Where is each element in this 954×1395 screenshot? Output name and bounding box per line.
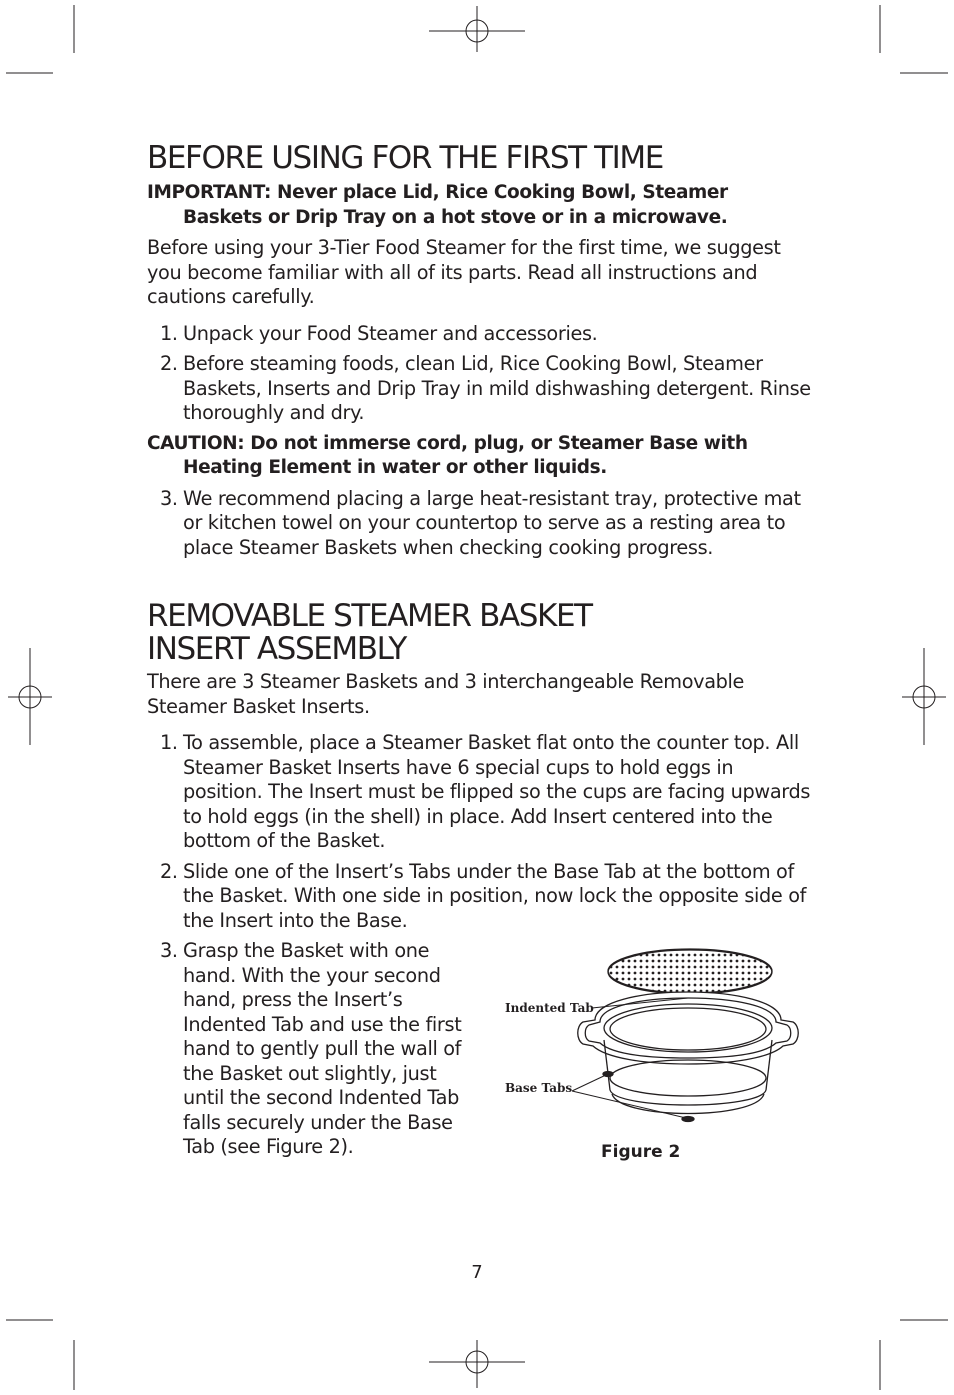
first-time-steps [147,322,812,426]
section-title-first-time: BEFORE USING FOR THE FIRST TIME [147,140,663,176]
title-line: INSERT ASSEMBLY [147,631,406,667]
step-number: 1. [160,321,178,345]
base-tabs-leader [572,1074,608,1091]
indented-tab-label: Indented Tab [505,1001,594,1015]
basket-bottom [610,1090,766,1105]
list-item [147,487,812,561]
intro-paragraph: Before using your 3-Tier Food Steamer for the first time, we suggest you become familiar with all of its parts. Read all instructions and cautions carefully. [147,236,781,308]
step-number: 1. [160,731,178,754]
first-time-steps-continued [147,487,812,561]
important-note: IMPORTANT: Never place Lid, Rice Cooking Bowl, Steamer Baskets or Drip Tray on a hot stove or in a microwave. [147,182,728,228]
list-item [147,860,812,934]
insert-disc [608,950,772,994]
title-line: REMOVABLE STEAMER BASKET [147,598,592,634]
step-number: 3. [160,939,178,962]
caution-note: CAUTION: Do not immerse cord, plug, or Steamer Base with Heating Element in water or other liquids. [147,432,748,478]
insert-intro-paragraph: There are 3 Steamer Baskets and 3 interchangeable Removable Steamer Basket Inserts. [147,670,745,718]
list-item [147,939,483,1160]
step-number: 2. [160,859,178,883]
basket-rim [578,992,799,1064]
step-text: Before steaming foods, clean Lid, Rice Cooking Bowl, Steamer Baskets, Inserts and Drip Tray in mild dishwashing detergent. Rinse thoroughly and dry. [183,352,811,424]
list-item [147,731,812,854]
step-text: Unpack your Food Steamer and accessories. [183,321,598,345]
page-number: 7 [471,1262,483,1283]
list-item [147,322,812,347]
base-tabs-label: Base Tabs [505,1081,573,1095]
list-item [147,352,812,426]
step-number: 3. [160,486,178,510]
step-text: Grasp the Basket with one hand. With the your second hand, press the Insert’s Indented Tab and use the first hand to gently pull the wall of the Basket out slightly, just until the second Indented Tab falls securely under the Base Tab (see Figure 2). [183,939,462,1158]
steamer-basket-illustration [500,940,810,1130]
step-number: 2. [160,352,178,375]
section-title-insert-assembly [147,600,812,666]
figure-caption: Figure 2 [601,1142,681,1162]
step-text: To assemble, place a Steamer Basket flat onto the counter top. All Steamer Basket Inserts have 6 special cups to hold eggs in position. The Insert must be flipped so the cups are facing upwards to hold eggs (in the shell) in place. Add Insert centered into the bottom of the Basket. [183,731,811,852]
step-text: Slide one of the Insert’s Tabs under the Base Tab at the bottom of the Basket. With one side in position, now lock the opposite side of the Insert into the Base. [183,859,807,932]
step-text: We recommend placing a large heat-resistant tray, protective mat or kitchen towel on your countertop to serve as a resting area to place Steamer Baskets when checking cooking progress. [183,486,801,559]
